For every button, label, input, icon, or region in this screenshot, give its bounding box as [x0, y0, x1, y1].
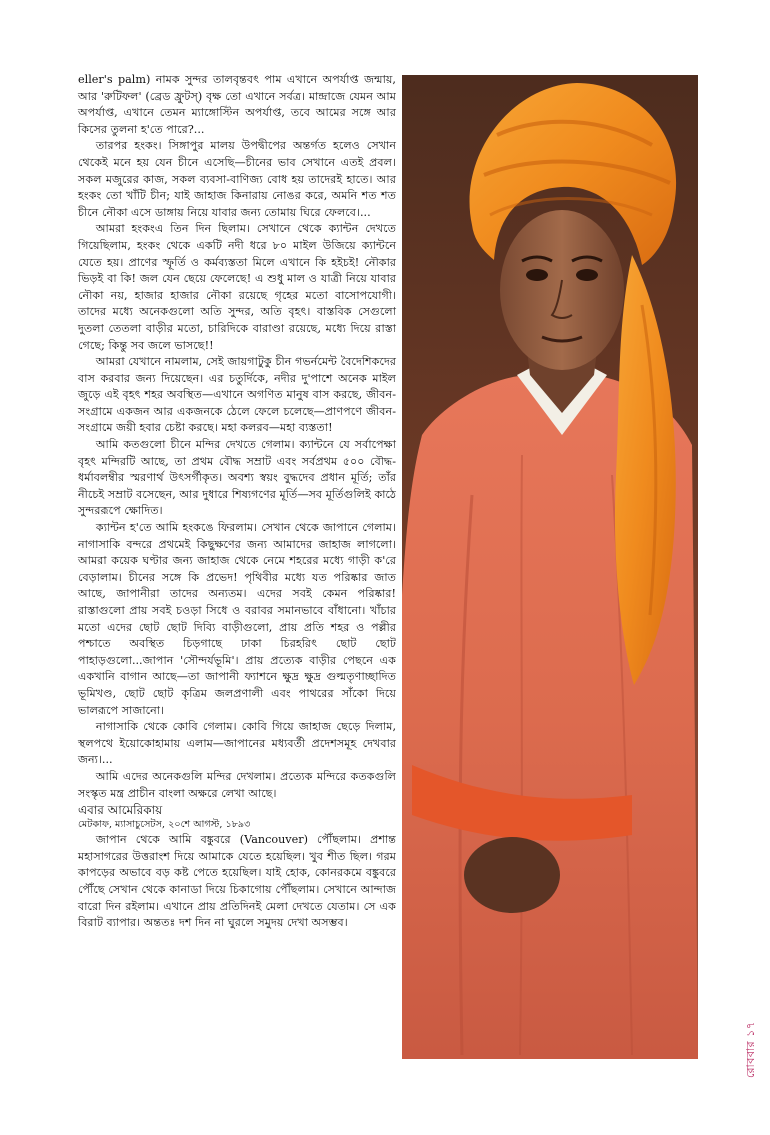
- section-paragraph: জাপান থেকে আমি বঙ্কুবরে (Vancouver) পৌঁছলাম। প্রশান্ত মহাসাগরের উত্তরাংশ দিয়ে আমাকে যেতে হয়েছিল। খুব শীত ছিল। গরম কাপড়ের অভাবে বড় কষ্ট পেতে হয়েছিল। যাই হোক, কোনরকমে বঙ্কুবরে পৌঁছে সেখান থেকে কানাডা দিয়ে চিকাগোয় পৌঁছলাম। সেখানে আন্দাজ বারো দিন রইলাম। এখানে প্রায় প্রতিদিনই মেলা দেখতে যেতাম। সে এক বিরাট ব্যাপার। অন্ততঃ দশ দিন না ঘুরলে সমুদয় দেখা অসম্ভব।: [78, 833, 396, 930]
- paragraph-3: আমরা হংকংএ তিন দিন ছিলাম। সেখানে থেকে ক্যান্টন দেখতে গিয়েছিলাম, হংকং থেকে একটি নদী ধরে ৮০ মাইল উজিয়ে ক্যান্টনে যেতে হয়। প্রাণের স্ফূর্তি ও কর্মব্যস্ততা মিলে এখানে কি হইচই! নৌকার ভিড়ই বা কি! জল যেন ছেয়ে ফেলেছে! এ শুধু মাল ও যাত্রী নিয়ে যাবার নৌকা নয়, হাজার হাজার নৌকা রয়েছে গৃহের মতো বাসোপযোগী। তাদের মধ্যে অনেকগুলো অতি সুন্দর, অতি বৃহৎ। বাস্তবিক সেগুলো দুতলা তেতলা বাড়ীর মতো, চারিদিকে বারাণ্ডা রয়েছে, মধ্যে দিয়ে রাস্তা গেছে; কিন্তু সব জলে ভাসছে!!: [78, 222, 396, 352]
- portrait-illustration: [402, 75, 698, 1059]
- paragraph-5: আমি কতগুলো চীনে মন্দির দেখতে গেলাম। ক্যান্টনে যে সর্বাপেক্ষা বৃহৎ মন্দিরটি আছে, তা প্রথম বৌদ্ধ সম্রাট এবং সর্বপ্রথম ৫০০ বৌদ্ধ-ধর্মাবলম্বীর স্মরণার্থ উৎসর্গীকৃত। অবশ্য স্বয়ং বুদ্ধদেব প্রধান মূর্তি; তাঁর নীচেই সম্রাট বসেছেন, আর দুধারে শিষ্যগণের মূর্তি—সব মূর্তিগুলিই কাঠে সুন্দররূপে ক্ষোদিত।: [78, 438, 396, 518]
- portrait-photo: [402, 75, 698, 1059]
- paragraph-8: আমি এদের অনেকগুলি মন্দির দেখলাম। প্রত্যেক মন্দিরে কতকগুলি সংস্কৃত মন্ত্র প্রাচীন বাংলা অক্ষরে লেখা আছে।: [78, 769, 396, 800]
- section-dateline: মেটকাফ, ম্যাসাচুসেটস, ২০শে আগস্ট, ১৮৯৩: [78, 819, 251, 831]
- section-title: এবার আমেরিকায়: [78, 803, 163, 818]
- paragraph-6: ক্যান্টন হ'তে আমি হংকঙে ফিরলাম। সেখান থেকে জাপানে গেলাম। নাগাসাকি বন্দরে প্রথমেই কিছুক্ষণের জন্য আমাদের জাহাজ লাগলো। আমরা কয়েক ঘণ্টার জন্য জাহাজ থেকে নেমে শহরের মধ্যে গাড়ী ক'রে বেড়ালাম। চীনের সঙ্গে কি প্রভেদ! পৃথিবীর মধ্যে যত পরিষ্কার জাত আছে, জাপানীরা তাদের অন্যতম। এদের সবই কেমন পরিষ্কার! রাস্তাগুলো প্রায় সবই চওড়া সিধে ও বরাবর সমানভাবে বাঁধানো। খাঁচার মতো এদের ছোট ছোট দিব্যি বাড়ীগুলো, প্রায় প্রতি শহর ও পল্লীর পশ্চাতে অবস্থিত চিড়গাছে ঢাকা চিরহরিৎ ছোট ছোট পাহাড়গুলো...জাপান 'সৌন্দর্যভূমি'। প্রায় প্রত্যেক বাড়ীর পেছনে এক একখানি বাগান আছে—তা জাপানী ফ্যাশনে ক্ষুদ্র ক্ষুদ্র গুল্মতৃণাচ্ছাদিত ভূমিখণ্ড, ছোট ছোট কৃত্রিম জলপ্রণালী এবং পাথরের সাঁকো দিয়ে ভালরূপে সাজানো।: [78, 521, 396, 717]
- paragraph-7: নাগাসাকি থেকে কোবি গেলাম। কোবি গিয়ে জাহাজ ছেড়ে দিলাম, স্থলপথে ইয়োকোহামায় এলাম—জাপানের মধ্যবর্তী প্রদেশসমূহ দেখবার জন্য।...: [78, 720, 396, 767]
- article-body: [78, 72, 396, 932]
- paragraph-2: তারপর হংকং। সিঙ্গাপুর মালয় উপদ্বীপের অন্তর্গত হলেও সেখান থেকেই মনে হয় যেন চীনে এসেছি—চীনের ভাব সেখানে এতই প্রবল। সকল মজুরের কাজ, সকল ব্যবসা-বাণিজ্য বোধ হয় তাদেরই হাতে। আর হংকং তো খাঁটি চীন; যাই জাহাজ কিনারায় নোঙর করে, অমনি শত শত চীনে নৌকা এসে ডাঙ্গায় নিয়ে যাবার জন্য তোমায় ঘিরে ফেলবে।...: [78, 139, 396, 219]
- paragraph-1: eller's palm) নামক সুন্দর তালবৃন্তবৎ পাম এখানে অপর্যাপ্ত জন্মায়, আর 'রুটিফল' (ব্রেড ফ্রুটস্) বৃক্ষ তো এখানে সর্বত্র। মান্দ্রাজে যেমন আম অপর্যাপ্ত, এখানে তেমন ম্যাঙ্গোস্টিন অপর্যাপ্ত, তবে আমের সঙ্গে আর কিসের তুলনা হ'তে পারে?...: [78, 73, 396, 136]
- page-folio: রোববার ১৭: [744, 1021, 757, 1079]
- paragraph-4: আমরা যেখানে নামলাম, সেই জায়গাটুকু চীন গভর্নমেন্ট বৈদেশিকদের বাস করবার জন্য দিয়েছেন। এর চতুর্দিকে, নদীর দু'পাশে অনেক মাইল জুড়ে এই বৃহৎ শহর অবস্থিত—এখানে অগণিত মানুষ বাস করছে, জীবন-সংগ্রামে একজন আর একজনকে ঠেলে ফেলে চলেছে—প্রাণপণে জীবন-সংগ্রামে জয়ী হবার চেষ্টা করছে। মহা কলরব—মহা ব্যস্ততা!: [78, 355, 396, 435]
